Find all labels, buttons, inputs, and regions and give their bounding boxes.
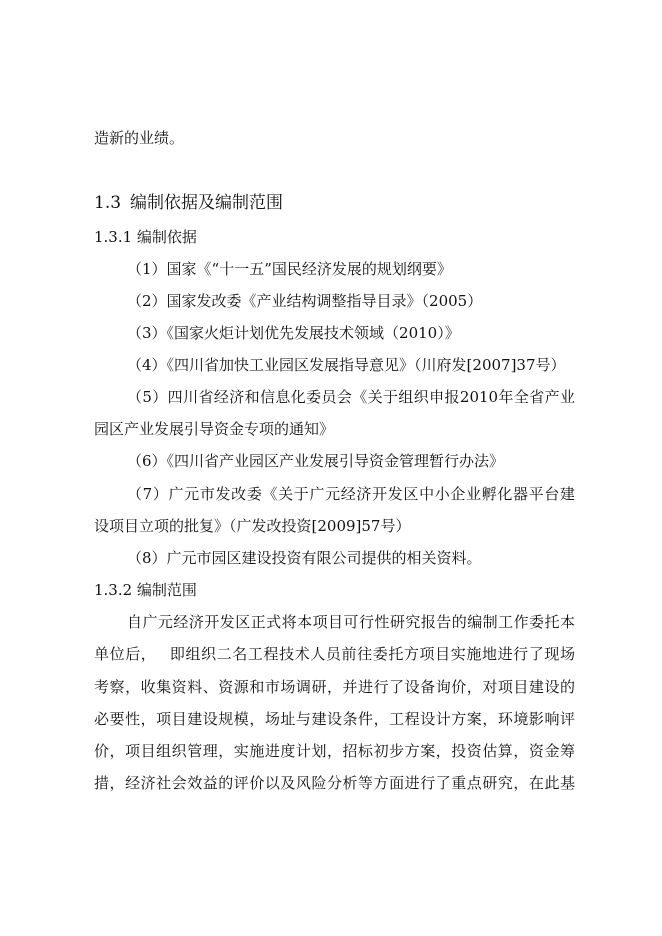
basis-item-3: （3）《国家火炬计划优先发展技术领域（2010）》 (127, 324, 460, 342)
scope-paragraph-line-5: 价，项目组织管理，实施进度计划，招标初步方案，投资估算，资金筹 (94, 742, 575, 760)
subsection-heading-basis: 1.3.1 编制依据 (94, 228, 197, 246)
scope-paragraph-line-3: 考察，收集资料、资源和市场调研，并进行了设备询价，对项目建设的 (94, 678, 575, 696)
scope-paragraph-line-1: 自广元经济开发区正式将本项目可行性研究报告的编制工作委托本 (127, 613, 575, 631)
basis-item-8: （8）广元市园区建设投资有限公司提供的相关资料。 (127, 549, 482, 567)
section-heading (94, 193, 283, 213)
scope-paragraph-line-2: 单位后， 即组织二名工程技术人员前往委托方项目实施地进行了现场 (94, 645, 575, 663)
scope-paragraph-line-4: 必要性，项目建设规模，场址与建设条件，工程设计方案，环境影响评 (94, 710, 575, 728)
basis-item-7-line-1: （7）广元市发改委《关于广元经济开发区中小企业孵化器平台建 (127, 485, 575, 503)
basis-item-7-line-2: 设项目立项的批复》（广发改投资[2009]57号） (94, 517, 411, 535)
section-number: 1.3 (94, 193, 122, 213)
basis-item-5-line-1: （5）四川省经济和信息化委员会《关于组织申报2010年全省产业 (127, 388, 575, 406)
paragraph-continuation: 造新的业绩。 (94, 129, 185, 147)
section-title: 编制依据及编制范围 (130, 193, 283, 213)
subsection-heading-scope: 1.3.2 编制范围 (94, 581, 197, 599)
basis-item-2: （2）国家发改委《产业结构调整指导目录》（2005） (127, 292, 483, 310)
scope-paragraph-line-6: 措，经济社会效益的评价以及风险分析等方面进行了重点研究，在此基 (94, 774, 575, 792)
basis-item-6: （6）《四川省产业园区产业发展引导资金管理暂行办法》 (127, 452, 505, 470)
basis-item-5-line-2: 园区产业发展引导资金专项的通知》 (94, 420, 335, 438)
basis-item-4: （4）《四川省加快工业园区发展指导意见》（川府发[2007]37号） (127, 356, 566, 374)
basis-item-1: （1）国家《“十一五”国民经济发展的规划纲要》 (127, 260, 452, 278)
